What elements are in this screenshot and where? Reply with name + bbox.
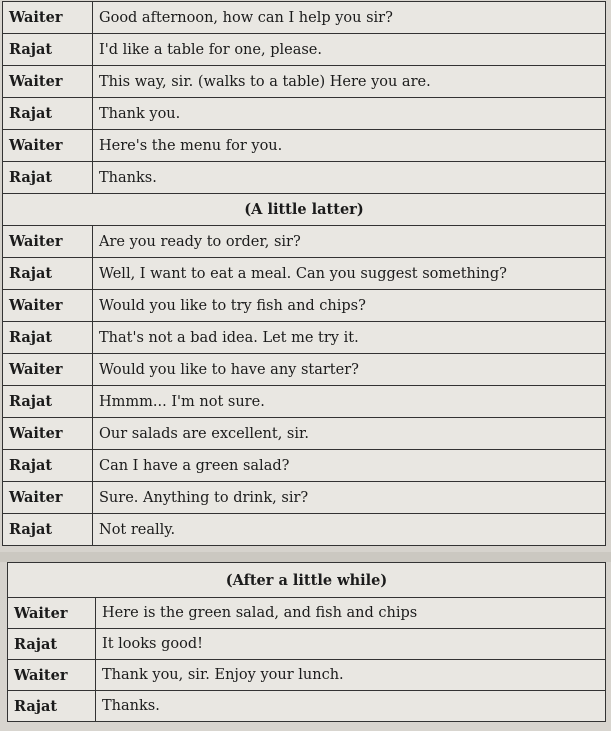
- dialogue-row: [3, 418, 606, 450]
- dialogue-row: [3, 34, 606, 66]
- speaker-cell: Rajat: [3, 162, 93, 194]
- speaker-cell: Waiter: [3, 2, 93, 34]
- line-cell: Thanks.: [96, 691, 606, 722]
- line-cell: Sure. Anything to drink, sir?: [93, 482, 606, 514]
- dialogue-table-main: [2, 1, 606, 546]
- line-cell: It looks good!: [96, 629, 606, 660]
- dialogue-row: [3, 98, 606, 130]
- speaker-cell: Rajat: [3, 450, 93, 482]
- dialogue-row: [8, 629, 606, 660]
- line-cell: Thank you.: [93, 98, 606, 130]
- dialogue-row: [3, 226, 606, 258]
- speaker-cell: Rajat: [3, 258, 93, 290]
- section-heading-row: [3, 194, 606, 226]
- speaker-cell: Waiter: [3, 418, 93, 450]
- line-cell: Good afternoon, how can I help you sir?: [93, 2, 606, 34]
- dialogue-part3: [8, 598, 606, 722]
- dialogue-row: [3, 450, 606, 482]
- line-cell: Our salads are excellent, sir.: [93, 418, 606, 450]
- line-cell: Here's the menu for you.: [93, 130, 606, 162]
- speaker-cell: Waiter: [3, 66, 93, 98]
- dialogue-row: [3, 66, 606, 98]
- page-gap: [0, 552, 611, 562]
- speaker-cell: Waiter: [3, 226, 93, 258]
- line-cell: Can I have a green salad?: [93, 450, 606, 482]
- dialogue-row: [3, 258, 606, 290]
- speaker-cell: Waiter: [3, 130, 93, 162]
- line-cell: Not really.: [93, 514, 606, 546]
- dialogue-part1: [3, 2, 606, 194]
- dialogue-row: [3, 162, 606, 194]
- line-cell: I'd like a table for one, please.: [93, 34, 606, 66]
- speaker-cell: Waiter: [8, 598, 96, 629]
- line-cell: Well, I want to eat a meal. Can you suggest something?: [93, 258, 606, 290]
- section-heading: (A little latter): [3, 194, 606, 226]
- dialogue-part2: [3, 226, 606, 546]
- speaker-cell: Waiter: [3, 354, 93, 386]
- dialogue-row: [3, 386, 606, 418]
- speaker-cell: Rajat: [8, 629, 96, 660]
- dialogue-table-after: [7, 562, 606, 722]
- dialogue-row: [3, 130, 606, 162]
- dialogue-row: [3, 482, 606, 514]
- section-heading-row: [8, 563, 606, 598]
- line-cell: Here is the green salad, and fish and chips: [96, 598, 606, 629]
- line-cell: Would you like to have any starter?: [93, 354, 606, 386]
- dialogue-row: [3, 2, 606, 34]
- speaker-cell: Rajat: [3, 98, 93, 130]
- speaker-cell: Rajat: [3, 34, 93, 66]
- dialogue-row: [3, 322, 606, 354]
- line-cell: Hmmm... I'm not sure.: [93, 386, 606, 418]
- speaker-cell: Waiter: [3, 290, 93, 322]
- speaker-cell: Waiter: [3, 482, 93, 514]
- line-cell: That's not a bad idea. Let me try it.: [93, 322, 606, 354]
- dialogue-row: [3, 514, 606, 546]
- line-cell: Thanks.: [93, 162, 606, 194]
- dialogue-row: [3, 290, 606, 322]
- speaker-cell: Rajat: [3, 386, 93, 418]
- speaker-cell: Rajat: [3, 514, 93, 546]
- speaker-cell: Rajat: [8, 691, 96, 722]
- dialogue-row: [8, 598, 606, 629]
- dialogue-row: [3, 354, 606, 386]
- section-heading: (After a little while): [8, 563, 606, 598]
- line-cell: Thank you, sir. Enjoy your lunch.: [96, 660, 606, 691]
- dialogue-row: [8, 660, 606, 691]
- line-cell: Are you ready to order, sir?: [93, 226, 606, 258]
- speaker-cell: Waiter: [8, 660, 96, 691]
- dialogue-row: [8, 691, 606, 722]
- line-cell: Would you like to try fish and chips?: [93, 290, 606, 322]
- line-cell: This way, sir. (walks to a table) Here you are.: [93, 66, 606, 98]
- speaker-cell: Rajat: [3, 322, 93, 354]
